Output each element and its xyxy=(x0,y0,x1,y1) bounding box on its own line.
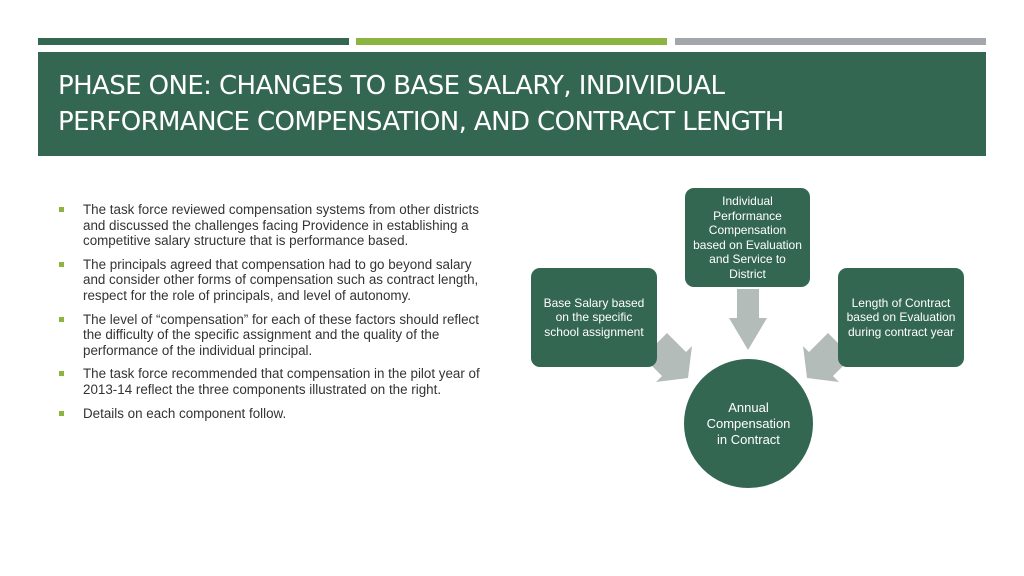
base-salary-box xyxy=(531,268,657,367)
label-line: District xyxy=(729,266,766,281)
bullet-text: The principals agreed that compensation had to go beyond salary and consider other forms of compensation such as contract length, respect for the role of principals, and level of autonomy. xyxy=(83,256,479,303)
annual-compensation-label xyxy=(707,400,791,448)
label-line: Annual xyxy=(728,399,769,415)
label-line: based on Evaluation xyxy=(846,310,956,325)
label-line: Base Salary based xyxy=(543,295,645,310)
arrow-down-icon xyxy=(729,289,767,350)
label-line: based on Evaluation xyxy=(693,237,802,252)
label-line: Compensation xyxy=(708,223,787,237)
bullet-text: The level of “compensation” for each of these factors should reflect the difficulty of the specific assignment and the quality of the performance of the individual principal. xyxy=(83,311,479,358)
title-line-1: PHASE ONE: CHANGES TO BASE SALARY, INDIVIDUAL xyxy=(58,71,725,101)
individual-performance-box xyxy=(685,188,810,287)
label-line: on the specific xyxy=(555,310,633,325)
annual-compensation-circle xyxy=(682,357,815,490)
label-line: Performance xyxy=(713,208,782,223)
label-line: and Service to xyxy=(709,252,786,266)
bullet-text: Details on each component follow. xyxy=(83,405,287,421)
label-line: school assignment xyxy=(544,324,644,339)
label-line: during contract year xyxy=(847,324,955,339)
individual-performance-label xyxy=(693,194,802,281)
base-salary-label xyxy=(544,296,645,340)
bullet-text: The task force reviewed compensation systems from other districts and discussed the challenges facing Providence in establishing a competitive salary structure that is performance based. xyxy=(83,202,479,249)
label-line: in Contract xyxy=(717,431,780,447)
label-line: Individual xyxy=(722,194,773,208)
bullet-text: The task force recommended that compensation in the pilot year of 2013-14 reflect the three components illustrated on the right. xyxy=(83,366,480,397)
contract-length-box xyxy=(838,268,964,367)
title-line-2: PERFORMANCE COMPENSATION, AND CONTRACT LENGTH xyxy=(58,107,784,137)
label-line: Length of Contract xyxy=(851,295,951,310)
label-line: Compensation xyxy=(706,415,791,431)
contract-length-label xyxy=(847,296,956,340)
